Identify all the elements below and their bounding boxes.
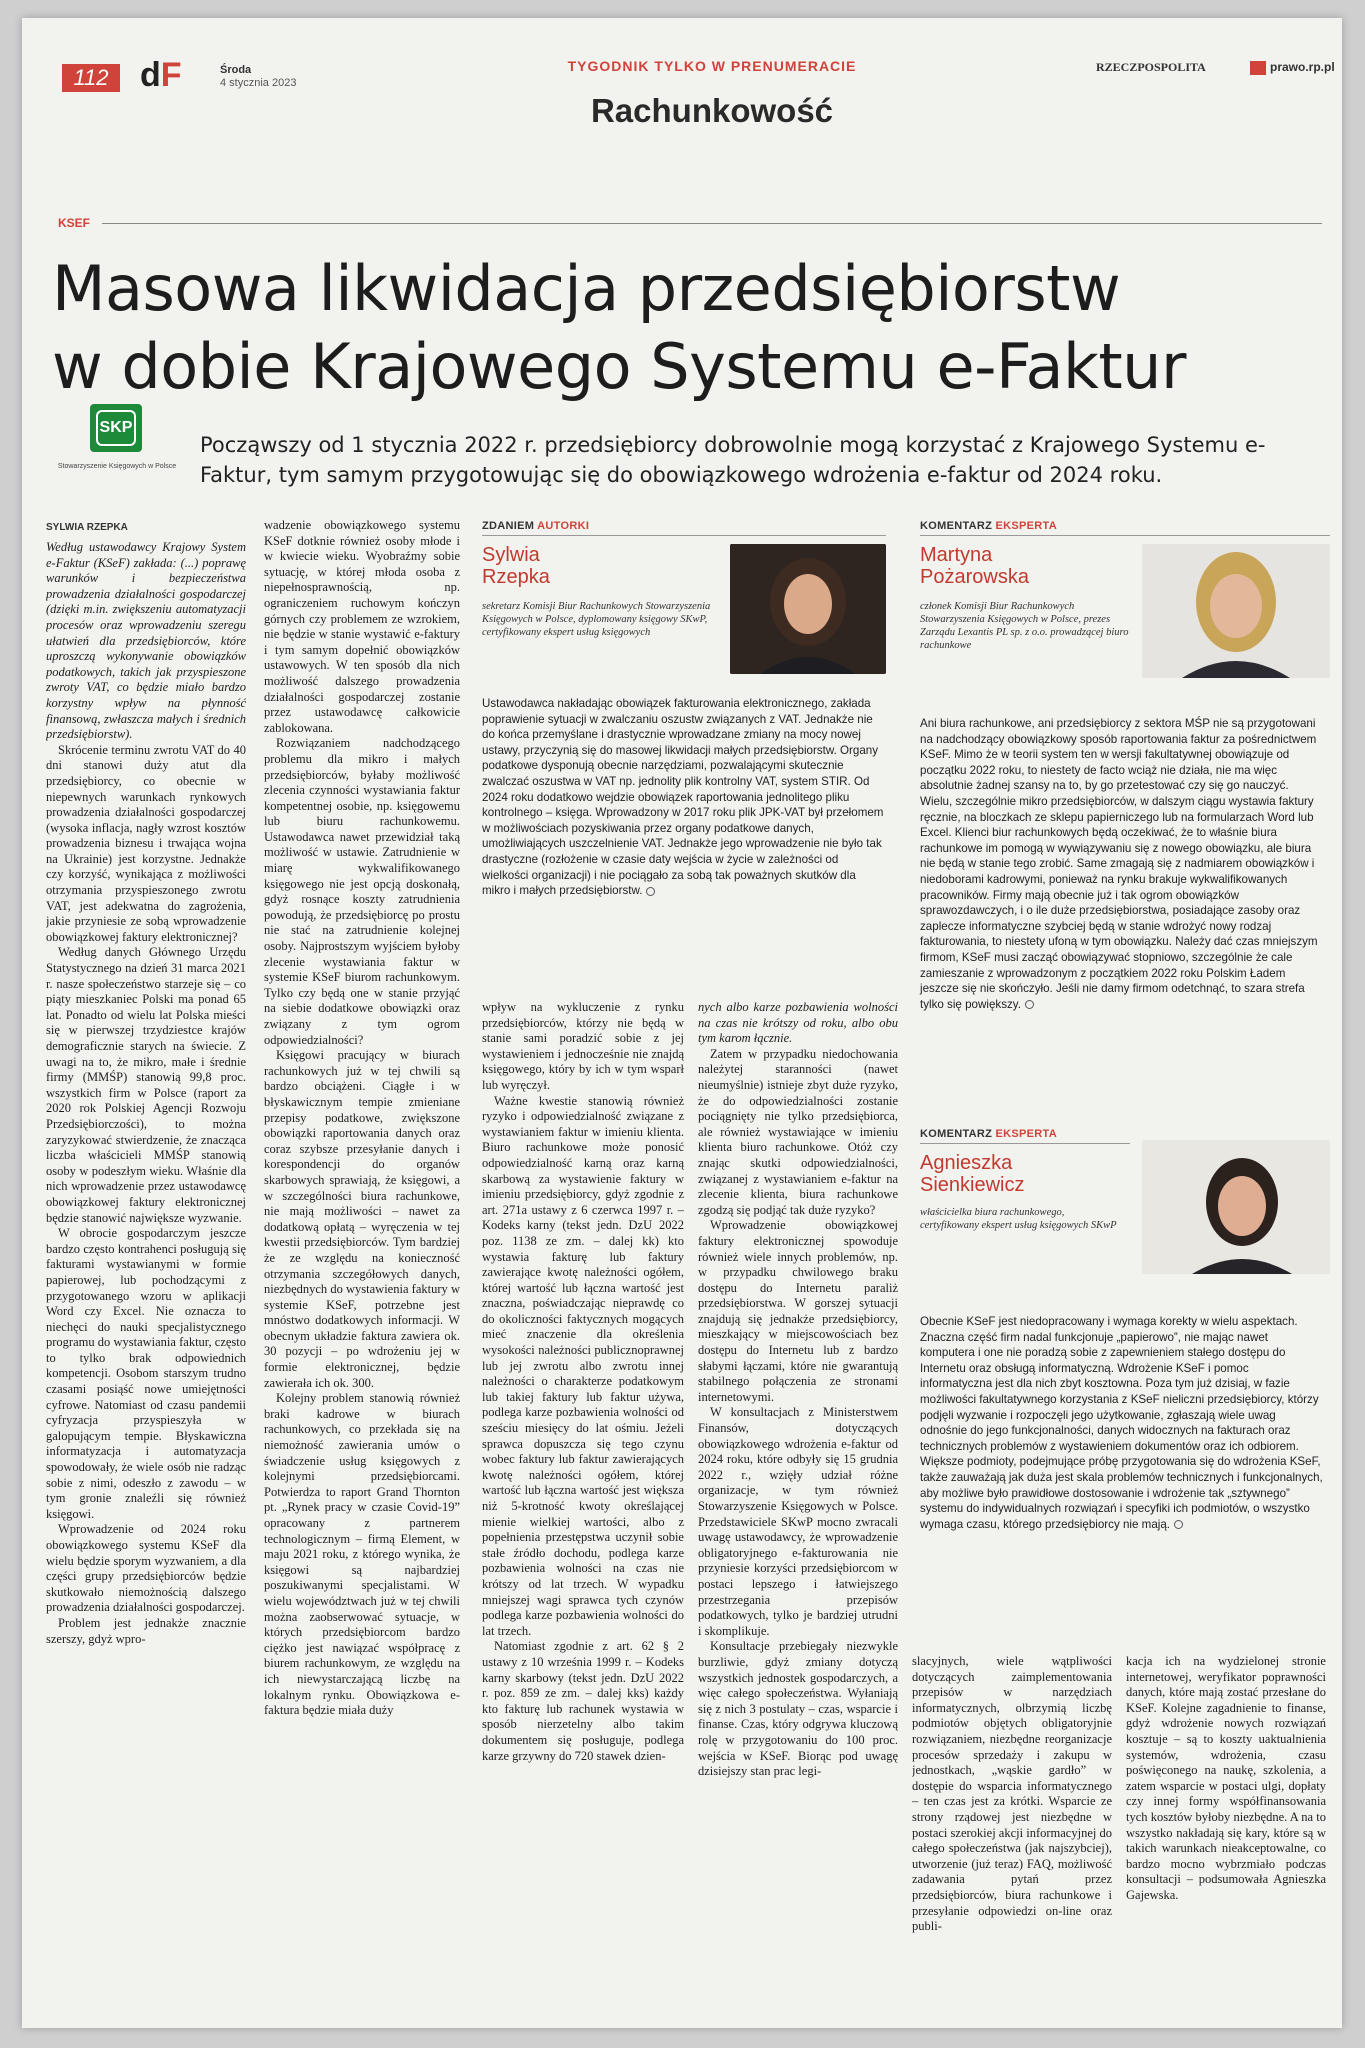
paragraph: Ważne kwestie stanowią również ryzyko i odpowiedzialność związane z wystawianiem faktur w imieniu klienta. Biuro rachunkowe może ponosić odpowiedzialność karną oraz karną skarbową za wystawienie faktury w imieniu przedsiębiorcy, gdyż zgodnie z art. 271a ustawy z 6 czerwca 1997 r. – Kodeks karny (tekst jedn. DzU 2022 poz. 1138 ze zm. – dalej kk) kto wystawia fakturę lub faktury zawierające kwotę należności ogółem, której wartość lub łączna wartość jest znaczna, poświadczając nieprawdę co do okoliczności faktycznych mogących mieć znaczenie dla określenia wysokości należności publicznoprawnej lub jej zwrotu albo zwrotu innej należności o charakterze podatkowym lub takiej faktury lub faktur używa, podlega karze pozbawienia wolności od sześciu miesięcy do lat ośmiu. Jeżeli sprawca dopuszcza się tego czynu wobec faktury lub faktur zawierających kwotę należności ogółem, której wartość lub łączna wartość jest większa niż 5-krotność kwoty określającej mienie wielkiej wartości, albo z popełnienia przestępstwa uczynił sobie stałe źródło dochodu, podlega karze pozbawienia wolności na czas nie krótszy od lat trzech. W wypadku mniejszej wagi sprawca tych czynów podlega karze pozbawienia wolności do lat trzech. bbox=[482, 1093, 684, 1638]
author-box-divider bbox=[482, 535, 886, 536]
paragraph: W obrocie gospodarczym jeszcze bardzo często kontrahenci posługują się fakturami wystawianymi w formie papierowej, lub pochodzącymi z przygotowanego wzoru w aplikacji Word czy Excel. Nie oznacza to niechęci do nauki specjalistycznego programu do wystawiania faktur, często to tylko brak odpowiednich kompetencji. Osobom starszym trudno czasami posiąść nowe umiejętności cyfrowe. Natomiast od czasu pandemii cyfryzacja przyspieszyła w galopującym tempie. Błyskawiczna informatyzacja i automatyzacja spowodowały, że wiele osób nie radząc sobie z nimi, odeszło z zawodu – w tym gronie znaleźli się również księgowi. bbox=[46, 1226, 246, 1521]
paragraph: Konsultacje przebiegały niezwykle burzliwie, gdyż zmiany dotyczą wszystkich jednostek gospodarczych, a więc całego społeczeństwa. Wyłaniają się z nich 3 postulaty – czas, wsparcie i finanse. Czas, który odgrywa kluczową rolę w przygotowaniu do 100 proc. wejścia w KSeF. Biorąc pod uwagę dzisiejszy stan prac legi- bbox=[698, 1639, 898, 1779]
section-title: Rachunkowość bbox=[590, 92, 834, 129]
expert1-name-last: Pożarowska bbox=[920, 566, 1029, 588]
paragraph: Natomiast zgodnie z art. 62 § 2 ustawy z 10 września 1999 r. – Kodeks karny skarbowy (tekst jedn. DzU 2022 r. poz. 859 ze zm. – dalej kks) każdy kto fakturę lub rachunek wystawia w sposób nierzetelny albo takim dokumentem się posługuje, podlega karze grzywny do 720 stawek dzien- bbox=[482, 1639, 684, 1763]
prawo-icon bbox=[1250, 61, 1266, 75]
article-lead: Począwszy od 1 stycznia 2022 r. przedsiębiorcy dobrowolnie mogą korzystać z Krajowego Systemu e-Faktur, tym samym przygotowując się do obowiązkowego wdrożenia e-faktur od 2024 roku. bbox=[200, 433, 1266, 487]
paragraph: Księgowi pracujący w biurach rachunkowych już w tej chwili są bardzo obciążeni. Ciągłe i w błyskawicznym tempie zmieniane przepisy podatkowe, zwiększone obowiązki raportowania danych oraz coraz szybsze przesyłanie danych i korespondencji do organów skarbowych sprawiają, że księgowi, a w szczególności biura rachunkowe, nie mają możliwości – nawet za dodatkową opłatą – wyręczenia w tej kwestii przedsiębiorców. Tym bardziej że ze względu na konieczność otrzymania szczegółowych danych, niezbędnych do wystawienia faktury w systemie KSeF, potrzebne jest mnóstwo dodatkowych informacji. W obecnym układzie faktura zawiera ok. 30 pozycji – po wdrożeniu jej w formie elektronicznej, będzie zawierała ich ok. 300. bbox=[264, 1048, 460, 1390]
expert1-role: członek Komisji Biur Rachunkowych Stowarzyszenia Księgowych w Polsce, prezes Zarządu Lexantis PL sp. z o.o. prowadzącej biuro rachunkowe bbox=[920, 601, 1129, 651]
expert1-box-label: KOMENTARZ EKSPERTA bbox=[920, 520, 1057, 532]
paragraph: Według danych Głównego Urzędu Statystycznego na dzień 31 marca 2021 r. nasze społeczeństwo starzeje się – co piąty mieszkaniec Polski ma ponad 65 lat. Ponadto od wielu lat Polska mieści się w pierwszej trzydziestce krajów demograficznie starych na świecie. Z uwagi na to, że mikro, małe i średnie firmy (MMŚP) stanowią 99,8 proc. wszystkich firm w Polsce (raport za 2020 rok Polskiej Agencji Rozwoju Przedsiębiorczości), to można zaryzykować stwierdzenie, że znacząca liczba właścicieli MMŚP stanowią osoby w podeszłym wieku. Właśnie dla nich wprowadzenie przez ustawodawcę obowiązkowej faktury elektronicznej będzie stanowić największe wyzwanie. bbox=[46, 945, 246, 1225]
article-kicker: KSEF bbox=[58, 216, 91, 230]
expert1-info bbox=[920, 544, 1130, 652]
skwp-logo-caption: Stowarzyszenie Księgowych w Polsce bbox=[57, 463, 177, 470]
page-number: 112 bbox=[62, 64, 120, 92]
end-mark-icon bbox=[646, 887, 655, 896]
headline-line1: Masowa likwidacja przedsiębiorstw bbox=[52, 252, 1121, 325]
paragraph: Wprowadzenie od 2024 roku obowiązkowego systemu KSeF dla wielu będzie sporym wyzwaniem, a dla części grupy przedsiębiorców będzie skutkowało niemożnością dalszego prowadzenia działalności gospodarczej. bbox=[46, 1522, 246, 1615]
expert1-name-first: Martyna bbox=[920, 544, 993, 566]
expert2-name-last: Sienkiewicz bbox=[920, 1174, 1025, 1196]
paragraph: Problem jest jednakże znacznie szerszy, gdyż wpro- bbox=[46, 1615, 246, 1646]
end-mark-icon bbox=[1174, 1520, 1183, 1529]
prawo-text: prawo.rp.pl bbox=[1270, 60, 1335, 74]
expert2-name-first: Agnieszka bbox=[920, 1152, 1013, 1174]
expert1-box-text: Ani biura rachunkowe, ani przedsiębiorcy z sektora MŚP nie są przygotowani na nadchodzący obowiązkowy sposób raportowania faktur za pośrednictwem KSeF. Mimo że w teorii system ten w wersji fakultatywnej obowiązuje od początku 2022 roku, to niestety de facto wciąż nie działa, nie ma więc absolutnie żadnej szansy na to, by go przetestować czy się go nauczyć. Wielu, szczególnie mikro przedsiębiorców, w dalszym ciągu wystawia faktury ręcznie, na bloczkach ze sklepu papierniczego lub na formularzach Word lub Excel. Klienci biur rachunkowych będą oczekiwać, że to właśnie biura rachunkowe im pomogą w wywiązywaniu się z nowego obowiązku, ale biura nie będą w stanie tego zrobić. Same zmagają się z nadmiarem obowiązków i niedoborami kadrowymi, ponieważ na rynku brakuje wykwalifikowanych pracowników. Firmy mają obecnie już i tak ogrom obowiązków sprawozdawczych, i o ile duże przedsiębiorstwa, posiadające zasoby oraz zaplecze informatyczne szybciej będą w stanie wdrożyć nowy rodzaj fakturowania, to niestety ufoną w tym obowiązku. Należy dać czas mniejszym firmom, KSeF musi zacząć obowiązywać stopniowo, szczególnie że cale zamieszanie z wprowadzonym z początkiem 2022 roku Polskim Ładem jeszcze się nie skończyło. Jeśli nie damy firmom odetchnąć, to szara strefa tylko się powiększy. bbox=[920, 717, 1318, 1011]
author-role: sekretarz Komisji Biur Rachunkowych Stowarzyszenia Księgowych w Polsce, dyplomowany księgowy SKwP, certyfikowany ekspert usług księgowych bbox=[482, 601, 711, 638]
kicker-divider bbox=[102, 223, 1322, 224]
issue-date bbox=[220, 64, 296, 90]
expert2-info bbox=[920, 1152, 1120, 1232]
paragraph: kacja ich na wydzielonej stronie internetowej, weryfikator poprawności danych, które mają zostać przesłane do KSeF. Kolejne zagadnienie to finanse, gdyż wdrożenie nowych rozwiązań kosztuje – są to koszty uaktualnienia systemów, wdrożenia, czasu poświęconego na naukę, szkolenia, a zatem wsparcie w postaci ulgi, dopłaty czy innej formy współfinansowania tych kosztów byłoby niezbędne. A na to wszystko nakładają się kary, które są w takich warunkach nieakceptowalne, co bardzo mocno wybrzmiało podczas konsultacji – podsumowała Agnieszka Gajewska. bbox=[1126, 1654, 1326, 1902]
expert2-portrait-icon bbox=[1142, 1140, 1330, 1274]
author-name-last: Rzepka bbox=[482, 566, 550, 588]
skwp-logo bbox=[90, 404, 142, 452]
author-info bbox=[482, 544, 712, 639]
expert-comment-box-2 bbox=[920, 1128, 1330, 1628]
expert2-box-text: Obecnie KSeF jest niedopracowany i wymaga korekty w wielu aspektach. Znaczna część firm nadal funkcjonuje „papierowo”, nie mając nawet komputera i one nie poradzą sobie z zapewnieniem stałego dostępu do Internetu oraz obsługą informatyczną. Wdrożenie KSeF i pomoc informatyczna jest dla nich zbyt kosztowna. Poza tym już dzisiaj, w fazie możliwości fakultatywnego korzystania z KSeF nieliczni przedsiębiorcy, którzy podjęli wyzwanie i rozpoczęli jego użytkowanie, zgłaszają wiele uwag odnośnie do jego funkcjonalności, danych widocznych na fakturach oraz technicznych problemów z wystawieniem dokumentów oraz ich odbiorem. Większe podmioty, podejmujące próbę przygotowania się do wdrożenia KSeF, także zauważają jak duża jest skala problemów technicznych i funkcjonalnych, aby możliwe było prawidłowe dostosowanie i wdrożenie tak „sztywnego” systemu do indywidualnych rozwiązań i specyfiki ich podmiotów, o wszystko wymaga czasu, którego przedsiębiorcy nie mają. bbox=[920, 1315, 1323, 1531]
paragraph: Zatem w przypadku niedochowania należytej staranności (nawet nieumyślnie) istnieje zbyt duże ryzyko, że do odpowiedzialności zostanie pociągnięty nie tylko przedsiębiorca, ale również wystawiające w imieniu klienta biuro rachunkowe. Otóż czy znając skutki odpowiedzialności, związanej z wystawianiem e-faktur na zlecenie klienta, biura rachunkowe zgodzą się podjąć tak duże ryzyko? bbox=[698, 1046, 898, 1217]
df-logo: dF bbox=[140, 56, 182, 94]
article-column-1 bbox=[46, 540, 246, 1970]
article-column-6 bbox=[1126, 1654, 1326, 1974]
paragraph: Kolejny problem stanowią również braki kadrowe w biurach rachunkowych, co przekłada się na niemożność zawierania umów o świadczenie usług księgowych z kolejnymi przedsiębiorcami. Potwierdza to raport Grand Thornton pt. „Rynek pracy w czasie Covid-19” opracowany z partnerem technologicznym – firmą Element, w maju 2021 roku, z którego wynika, że księgowi są najbardziej poszukiwanymi specjalistami. W wielu województwach już w tej chwili można zaobserwować sytuacje, w których przedsiębiorcom bardzo ciężko jest nawiązać współpracę z biurem rachunkowym, ze względu na ich niewystarczającą liczbę na lokalnym rynku. Obowiązkowa e-faktura będzie miała duży bbox=[264, 1391, 460, 1718]
newspaper-page bbox=[22, 18, 1342, 2028]
paragraph: wpływ na wykluczenie z rynku przedsiębiorców, którzy nie będą w stanie sami poradzić sobie z jej wystawieniem i jednocześnie nie znajdą księgowego, który by ich w tym wsparł lub wyręczył. bbox=[482, 1000, 684, 1092]
expert1-box-divider bbox=[920, 535, 1330, 536]
issue-date-text: 4 stycznia 2023 bbox=[220, 77, 297, 89]
author-opinion-box bbox=[482, 520, 886, 990]
article-headline bbox=[52, 250, 1342, 406]
author-portrait-icon bbox=[730, 544, 886, 674]
paragraph: Rozwiązaniem nadchodzącego problemu dla mikro i małych przedsiębiorców, byłaby możliwość zlecenia czynności wystawiania faktur kompetentnej osobie, np. księgowemu lub biuru rachunkowemu. Ustawodawca nawet przewidział taką możliwość w ustawie. Zatrudnienie w miarę wykwalifikowanego księgowego nie jest opcją doskonałą, gdyż rosnące koszty zatrudnienia powodują, że przedsiębiorcę po prostu nie stać na zatrudnienie kolejnej osoby. Najprostszym wyjściem byłoby zlecenie wystawiania faktur w systemie KSeF biurom rachunkowym. Tylko czy będą one w stanie przyjąć na siebie dodatkowe obowiązki oraz związany z tym ogrom odpowiedzialności? bbox=[264, 736, 460, 1047]
rzeczpospolita-logo: RZECZPOSPOLITA bbox=[1096, 60, 1206, 74]
article-column-5 bbox=[912, 1654, 1112, 1974]
paragraph: W konsultacjach z Ministerstwem Finansów, dotyczących obowiązkowego wdrożenia e-faktur od 2024 roku, które odbyły się 15 grudnia 2022 r., wzięły udział różne organizacje, w tym również Stowarzyszenie Księgowych w Polsce. Przedstawiciele SKwP mocno zwracali uwagę ustawodawcy, że wprowadzenie obligatoryjnego e-fakturowania nie przyniesie korzyści przedsiębiorcom w postaci lepszego i łatwiejszego przestrzegania przepisów podatkowych, tylko je bardziej utrudni i skomplikuje. bbox=[698, 1405, 898, 1638]
author-box-text: Ustawodawca nakładając obowiązek fakturowania elektronicznego, zakłada poprawienie sytuacji w zwalczaniu oszustw związanych z VAT. Jednakże nie do końca przemyślane i drastycznie wprowadzane zmiany na mocy nowej ustawy, przyczynią się do masowej likwidacji małych przedsiębiorstw. Organy podatkowe dysponują obecnie narzędziami, pozwalającymi skutecznie zwalczać oszustwa w VAT np. jednolity plik kontrolny VAT, system STIR. Od 2024 roku dodatkowo wejdzie obowiązek raportowania jednolitego pliku kontrolnego – księga. Wprowadzony w 2017 roku plik JPK-VAT był przełomem w możliwościach pozyskiwania przez organy podatkowe danych, umożliwiających uszczelnienie VAT. Jednakże jego wprowadzenie nie było tak drastyczne (rozłożenie w czasie daty wejścia w życie w zależności od wielkości organizacji) i nie pociągało za sobą tak poważnych skutków dla mikro i małych przedsiębiorstw. bbox=[482, 697, 884, 898]
tagline: TYGODNIK TYLKO W PRENUMERACIE bbox=[567, 58, 857, 74]
expert2-box-label: KOMENTARZ EKSPERTA bbox=[920, 1128, 1057, 1140]
paragraph: nych albo karze pozbawienia wolności na czas nie krótszy od roku, albo obu tym karom łącznie. bbox=[698, 1000, 898, 1046]
expert2-box-divider bbox=[920, 1143, 1130, 1144]
author-name-first: Sylwia bbox=[482, 544, 540, 566]
expert1-portrait-icon bbox=[1142, 544, 1330, 678]
headline-line2: w dobie Krajowego Systemu e-Faktur bbox=[52, 330, 1186, 403]
article-byline: SYLWIA RZEPKA bbox=[46, 522, 128, 533]
skwp-logo-mark: SKP bbox=[96, 410, 136, 446]
expert2-role: właścicielka biura rachunkowego, certyfikowany ekspert usług księgowych SKwP bbox=[920, 1207, 1117, 1231]
issue-day: Środa bbox=[220, 64, 252, 76]
author-photo bbox=[730, 544, 886, 674]
article-column-3 bbox=[482, 1000, 684, 1970]
article-column-4 bbox=[698, 1000, 898, 1970]
paragraph: Wprowadzenie obowiązkowej faktury elektronicznej spowoduje również wiele innych problemów, np. w przypadku chwilowego braku dostępu do Internetu paraliż przedsiębiorstwa. W gorszej sytuacji znajdują się jednakże przedsiębiorcy, mieszkający w miejscowościach bez dostępu do Internetu lub z bardzo słabymi łączami, które nie gwarantują stabilnego połączenia ze stronami internetowymi. bbox=[698, 1218, 898, 1404]
expert1-photo bbox=[1142, 544, 1330, 678]
paragraph: wadzenie obowiązkowego systemu KSeF dotknie również osoby młode i w kwiecie wieku. Wyobraźmy sobie sytuację, w której młoda osoba z niepełnosprawnością, np. ograniczeniem ruchowym kończyn górnych czy problemem ze wzrokiem, nie będzie w stanie wystawić e-faktury i tym samym dopełnić obowiązków ustawowych. W ten sposób dla nich możliwość dalszego prowadzenia działalności gospodarczej zostanie przez ustawodawcę całkowicie zablokowana. bbox=[264, 518, 460, 735]
paragraph: slacyjnych, wiele wątpliwości dotyczących zaimplementowania przepisów w narzędziach informatycznych, olbrzymią liczbę podmiotów objętych obligatoryjnie rozwiązaniem, niezbędne reorganizacje procesów sprzedaży i zakupu w jednostkach, „wąskie gardło” w dostępie do wsparcia informatycznego – ten czas jest za krótki. Wsparcie ze strony rządowej jest niezbędne w postaci szerokiej akcji informacyjnej do całego społeczeństwa (jak najszybciej), utworzenie (już teraz) FAQ, możliwość zadawania pytań przez przedsiębiorców, biura rachunkowe i przesyłanie odpowiedzi on-line oraz publi- bbox=[912, 1654, 1112, 1934]
paragraph: Według ustawodawcy Krajowy System e-Faktur (KSeF) zakłada: (...) poprawę warunków i bezpieczeństwa prowadzenia działalności gospodarczej (dzięki m.in. zwiększeniu automatyzacji procesów oraz wprowadzeniu szeregu ułatwień dla przedsiębiorców, które uproszczą wykonywanie obowiązków podatkowych, takich jak przyspieszone zwroty VAT, co będzie miało bardzo korzystny wpływ na płynność finansową, zwłaszcza małych i średnich przedsiębiorstw). bbox=[46, 540, 246, 742]
paragraph: Skrócenie terminu zwrotu VAT do 40 dni stanowi duży atut dla przedsiębiorcy, co obecnie w niepewnych warunkach rynkowych prowadzenia działalności gospodarczej (wysoka inflacja, nagły wzrost kosztów prowadzenia biznesu i trwająca wojna na Ukrainie) jest korzystne. Jednakże czy korzyść, wynikająca z możliwości otrzymania przyspieszonego zwrotu VAT, jest adekwatna do zagrożenia, jakie przyniesie ze sobą wprowadzenie obowiązkowej faktury elektronicznej? bbox=[46, 742, 246, 944]
end-mark-icon bbox=[1025, 1000, 1034, 1009]
author-box-label: ZDANIEM AUTORKI bbox=[482, 520, 590, 532]
article-column-2 bbox=[264, 518, 460, 1968]
prawo-logo bbox=[1250, 60, 1335, 75]
expert-comment-box-1 bbox=[920, 520, 1330, 1120]
expert2-photo bbox=[1142, 1140, 1330, 1274]
